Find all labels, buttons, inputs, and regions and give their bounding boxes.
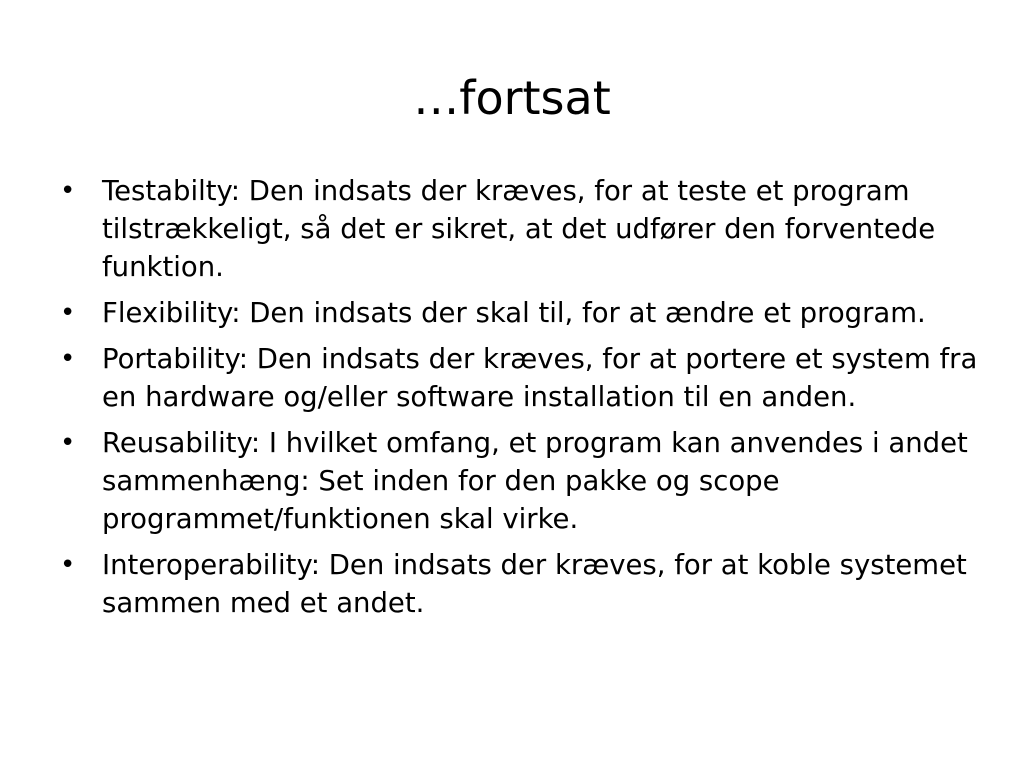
bullet-icon: • [60, 428, 76, 458]
list-item-text: Portability: Den indsats der kræves, for at portere et system fra en hardware og/eller software installation til en anden. [102, 343, 978, 413]
bullet-icon: • [60, 550, 76, 580]
list-item [60, 172, 980, 286]
list-item [60, 340, 980, 416]
slide-title: …fortsat [413, 71, 611, 125]
list-item-text: Interoperability: Den indsats der kræves, for at koble systemet sammen med et andet. [102, 549, 967, 619]
list-item [60, 294, 980, 332]
list-item-text: Reusability: I hvilket omfang, et program kan anvendes i andet sammenhæng: Set inden for den pakke og scope programmet/funktionen skal virke. [102, 427, 968, 535]
list-item [60, 424, 980, 538]
bullet-icon: • [60, 176, 76, 206]
list-item-text: Flexibility: Den indsats der skal til, for at ændre et program. [102, 297, 926, 329]
bullet-icon: • [60, 344, 76, 374]
list-item [60, 546, 980, 622]
list-item-text: Testabilty: Den indsats der kræves, for at teste et program tilstrækkeligt, så det er sikret, at det udfører den forventede funktion. [102, 175, 936, 283]
bullet-list [60, 172, 980, 630]
bullet-icon: • [60, 298, 76, 328]
